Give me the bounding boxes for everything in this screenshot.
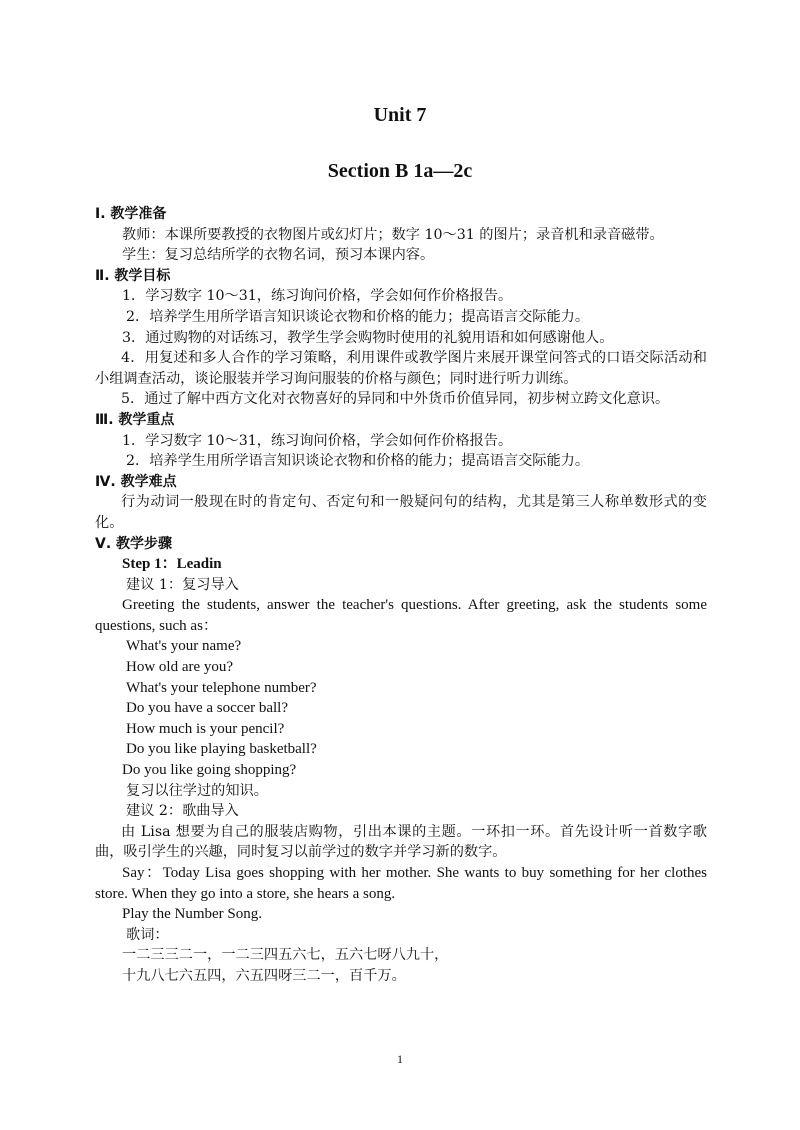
question-line: Do you like going shopping?	[122, 762, 297, 779]
document-body	[95, 204, 707, 987]
prep-student: 学生：复习总结所学的衣物名词，预习本课内容。	[122, 247, 435, 264]
objective-item: 4．用复述和多人合作的学习策略，利用课件或教学图片来展开课堂问答式的口语交际活动和小组调查活动，谈论服装并学习询问服装的价格与颜色；同时进行听力训练。	[95, 350, 707, 387]
song-intro: 由 Lisa 想要为自己的服装店购物，引出本课的主题。一环扣一环。首先设计听一首数字歌曲，吸引学生的兴趣，同时复习以前学过的数字并学习新的数字。	[95, 823, 707, 861]
unit-title: Unit 7	[373, 104, 427, 126]
objective-item: 3．通过购物的对话练习，教学生学会购物时使用的礼貌用语和如何感谢他人。	[122, 329, 614, 346]
objective-item: 1．学习数字 10～31，练习询问价格，学会如何作价格报告。	[122, 288, 513, 305]
section-title: Section B 1a—2c	[327, 160, 473, 182]
question-line: What's your telephone number?	[126, 679, 317, 696]
difficulty-text: 行为动词一般现在时的肯定句、否定句和一般疑问句的结构，尤其是第三人称单数形式的变化。	[95, 494, 707, 531]
key-point-item: 2．培养学生用所学语言知识谈论衣物和价格的能力；提高语言交际能力。	[126, 453, 590, 470]
suggestion-2: 建议 2：歌曲导入	[126, 803, 239, 820]
heading-difficulties: Ⅳ. 教学难点	[95, 473, 177, 490]
say-paragraph: Say：Today Lisa goes shopping with her mother. She wants to buy something for her clothes store. When they go into a store, she hears a song.	[95, 865, 707, 902]
key-point-item: 1．学习数字 10～31，练习询问价格，学会如何作价格报告。	[122, 432, 513, 449]
suggestion-1: 建议 1：复习导入	[126, 576, 239, 593]
question-line: How old are you?	[126, 659, 234, 676]
lyrics-line: 一二三三二一，一二三四五六七，五六七呀八九十，	[122, 947, 449, 964]
objective-item: 5．通过了解中西方文化对衣物喜好的异同和中外货币价值异同，初步树立跨文化意识。	[121, 391, 670, 408]
review-note: 复习以往学过的知识。	[126, 782, 268, 799]
heading-steps: Ⅴ. 教学步骤	[95, 535, 173, 552]
heading-preparation: Ⅰ. 教学准备	[95, 206, 167, 222]
question-line: How much is your pencil?	[126, 720, 285, 737]
play-instruction: Play the Number Song.	[122, 906, 262, 923]
heading-objectives: Ⅱ. 教学目标	[95, 267, 171, 284]
question-line: Do you have a soccer ball?	[126, 700, 289, 717]
objective-item: 2．培养学生用所学语言知识谈论衣物和价格的能力；提高语言交际能力。	[126, 308, 590, 325]
lyrics-line: 十九八七六五四，六五四呀三二一，百千万。	[122, 967, 406, 984]
prep-teacher: 教师：本课所要教授的衣物图片或幻灯片；数字 10～31 的图片；录音机和录音磁带。	[122, 226, 664, 243]
greeting-paragraph: Greeting the students, answer the teacher's questions. After greeting, ask the students some questions, such as：	[95, 597, 707, 634]
page-number: 1	[397, 1052, 403, 1066]
lyrics-label: 歌词：	[126, 926, 169, 943]
step1-heading: Step 1：Leadin	[122, 556, 222, 573]
heading-key-points: Ⅲ. 教学重点	[95, 411, 175, 428]
question-line: Do you like playing basketball?	[126, 741, 317, 758]
question-line: What's your name?	[126, 638, 242, 655]
